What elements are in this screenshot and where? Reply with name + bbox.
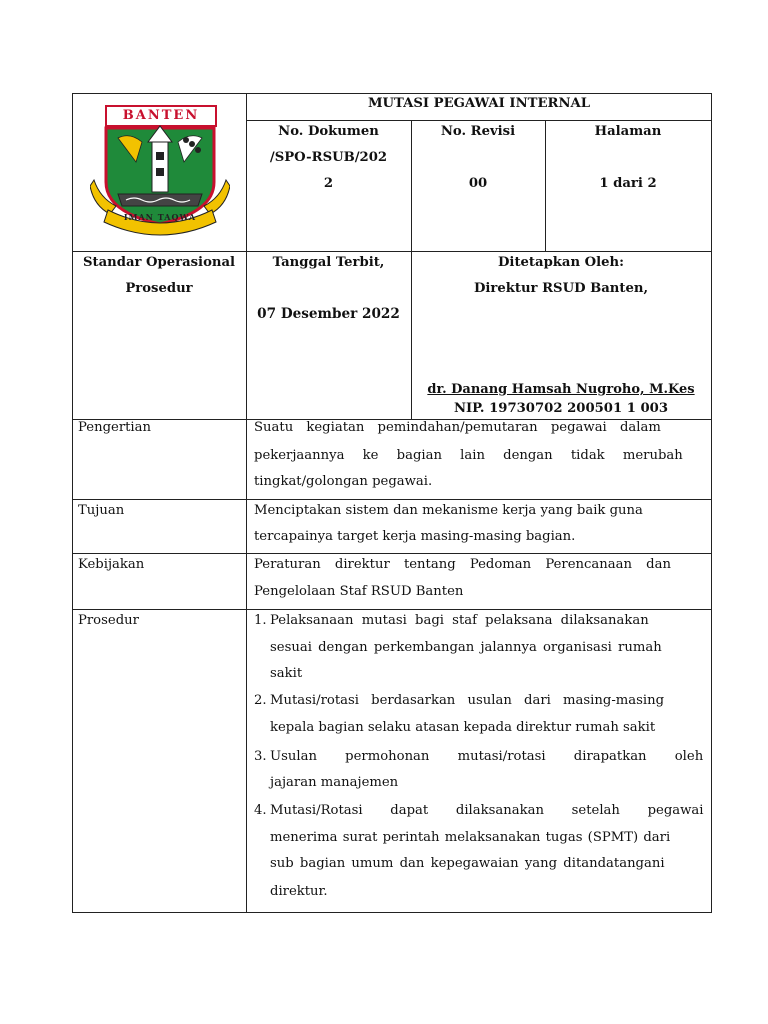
section-label-tujuan: Tujuan: [78, 503, 125, 518]
prosedur-item-2-line-1: Mutasi/rotasi berdasarkan usulan dari masing-masing: [270, 693, 665, 708]
prosedur-item-3-number: 3.: [254, 749, 267, 764]
prosedur-item-4-line-4: direktur.: [270, 884, 328, 899]
sop-label-line1: Standar Operasional: [82, 255, 236, 270]
prosedur-item-3-line-2: jajaran manajemen: [270, 775, 399, 790]
prosedur-item-2-line-2: kepala bagian selaku atasan kepada direktur rumah sakit: [270, 720, 656, 735]
prosedur-item-3-line-1: Usulan permohonan mutasi/rotasi dirapatkan oleh: [270, 749, 704, 764]
approver-nip: NIP. 19730702 200501 1 003: [453, 401, 669, 416]
issued-label: Tanggal Terbit,: [272, 255, 385, 270]
pengertian-line-1: Suatu kegiatan pemindahan/pemutaran pegawai dalam: [254, 420, 661, 435]
page-value: 1 dari 2: [599, 176, 657, 191]
prosedur-item-1-line-3: sakit: [270, 666, 303, 681]
revision-label: No. Revisi: [440, 124, 516, 139]
revision-value: 00: [468, 176, 488, 191]
logo-text-top: BANTEN: [122, 108, 200, 123]
doc-number-value-1: /SPO-RSUB/202: [269, 150, 388, 165]
document-title: MUTASI PEGAWAI INTERNAL: [367, 96, 591, 111]
section-label-pengertian: Pengertian: [78, 420, 152, 435]
section-label-prosedur: Prosedur: [78, 613, 139, 628]
doc-number-label: No. Dokumen: [278, 124, 379, 139]
prosedur-item-1-number: 1.: [254, 613, 267, 628]
doc-number-value-2: 2: [323, 176, 334, 191]
prosedur-item-4-line-1: Mutasi/Rotasi dapat dilaksanakan setelah pegawai: [270, 803, 704, 818]
prosedur-item-1-line-2: sesuai dengan perkembangan jalannya organisasi rumah: [270, 640, 662, 655]
page-label: Halaman: [594, 124, 662, 139]
logo-text-bottom: IMAN TAQWA: [123, 212, 197, 222]
approved-label: Ditetapkan Oleh:: [498, 255, 624, 270]
pengertian-line-3: tingkat/golongan pegawai.: [254, 474, 433, 489]
approver-name: dr. Danang Hamsah Nugroho, M.Kes: [427, 382, 695, 397]
tujuan-line-2: tercapainya target kerja masing-masing bagian.: [254, 529, 576, 544]
prosedur-item-4-number: 4.: [254, 803, 267, 818]
approved-role: Direktur RSUD Banten,: [473, 281, 649, 296]
prosedur-item-1-line-1: Pelaksanaan mutasi bagi staf pelaksana dilaksanakan: [270, 613, 649, 628]
banten-logo: [90, 102, 230, 236]
kebijakan-line-2: Pengelolaan Staf RSUD Banten: [254, 584, 464, 599]
prosedur-item-4-line-2: menerima surat perintah melaksanakan tugas (SPMT) dari: [270, 830, 671, 845]
kebijakan-line-1: Peraturan direktur tentang Pedoman Perencanaan dan: [254, 557, 671, 572]
section-label-kebijakan: Kebijakan: [78, 557, 145, 572]
issued-date: 07 Desember 2022: [257, 306, 400, 322]
prosedur-item-4-line-3: sub bagian umum dan kepegawaian yang ditandatangani: [270, 856, 665, 871]
prosedur-item-2-number: 2.: [254, 693, 267, 708]
pengertian-line-2: pekerjaannya ke bagian lain dengan tidak merubah: [254, 448, 683, 463]
sop-label-line2: Prosedur: [125, 281, 193, 296]
tujuan-line-1: Menciptakan sistem dan mekanisme kerja yang baik guna: [254, 503, 643, 518]
